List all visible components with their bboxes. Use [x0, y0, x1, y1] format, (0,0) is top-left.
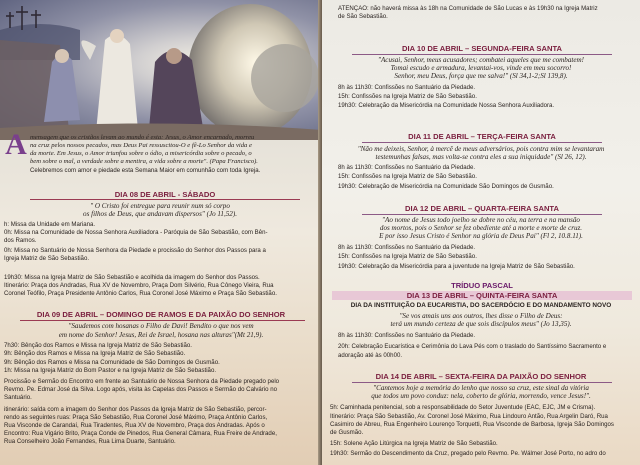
- schedule-line: adoração até às 00h00.: [338, 352, 403, 359]
- schedule-line: dos Ramos.: [4, 237, 37, 244]
- schedule-line: 5h: Caminhada penitencial, sob a responsabilidade do Setor Juventude (EAC, EJC, JM e Crisma).: [330, 404, 596, 411]
- intro-line: da morte. Em Jesus, o Amor triunfou sobre o ódio, a misericórdia sobre o pecado, o: [30, 150, 252, 157]
- day-subheading: DIA DA INSTITUIÇÃO DA EUCARISTIA, DO SACERDÓCIO E DO MANDAMENTO NOVO: [350, 302, 612, 309]
- quote-line: terá um mundo certeza de que sois discípulos meus" (Jo 13,35).: [390, 320, 572, 328]
- quote-line: "Não me deixeis, Senhor, à mercê de meus adversários, pois contra mim se levantaram: [357, 145, 605, 153]
- day-heading-apr-11: DIA 11 DE ABRIL – TERÇA-FEIRA SANTA: [408, 132, 556, 141]
- schedule-line: itinerário: saída com a imagem do Senhor dos Passos da Igreja Matriz de São Sebastião, percor-: [4, 406, 267, 413]
- quote-line: testemunhas falsas, mas volta-se contra eles a sua iniquidade" (Sl 26, 12).: [375, 153, 587, 161]
- schedule-line: 7h30: Bênção dos Ramos e Missa na Igreja Matriz de São Sebastião.: [4, 342, 192, 349]
- day-heading-apr-14: DIA 14 DE ABRIL – SEXTA-FEIRA DA PAIXÃO DO SENHOR: [375, 372, 587, 381]
- schedule-line: 19h30: Sermão do Descendimento da Cruz, pregado pelo Revmo. Pe. Wálmer José Porto, no adro do: [330, 450, 606, 457]
- day-heading-apr-10: DIA 10 DE ABRIL – SEGUNDA-FEIRA SANTA: [401, 44, 563, 53]
- schedule-line: 15h: Confissões na Igreja Matriz de São Sebastião.: [338, 93, 477, 100]
- quote-line: "Acusai, Senhor, meus acusadores; combatei aqueles que me combatem!: [377, 56, 585, 64]
- schedule-line: 15h: Solene Ação Litúrgica na Igreja Matriz de São Sebastião.: [330, 440, 498, 447]
- quote-line: Senhor, meu Deus, força que me salva!" (Sl 34,1-2;Sl 139,8).: [394, 72, 568, 80]
- schedule-line: 19h30: Celebração da Misericórdia para a juventude na Igreja Matriz de São Sebastião.: [338, 263, 575, 270]
- intro-line: bem sobre o mal, a verdade sobre a mentira, a vida sobre a morte". (Papa Francisco).: [30, 158, 258, 165]
- quote-line: "Saudemos com hosanas o Filho de Davi! Bendito o que nos vem: [68, 322, 254, 330]
- day-heading-apr-12: DIA 12 DE ABRIL – QUARTA-FEIRA SANTA: [405, 204, 559, 213]
- schedule-line: h: Missa da Unidade em Mariana.: [4, 221, 96, 228]
- heading-rule: [30, 199, 300, 200]
- schedule-line: 20h: Celebração Eucarística e Cerimônia do Lava Pés com o traslado do Santíssimo Sacramento e: [338, 343, 607, 350]
- quote-line: " O Cristo foi entregue para reunir num só corpo: [90, 202, 230, 210]
- schedule-line: 19h30: Celebração da Misericórdia na Comunidade Nossa Senhora Auxiliadora.: [338, 102, 555, 109]
- schedule-line: 8h às 11h30: Confissões no Santuário da Piedade.: [338, 244, 476, 251]
- schedule-line: 8h às 11h30: Confissões no Santuário da Piedade.: [338, 332, 476, 339]
- quote-line: "Se vos amais uns aos outros, lhes disse o Filho de Deus:: [399, 312, 563, 320]
- drop-cap-letter: A: [5, 128, 27, 161]
- heading-rule: [362, 214, 602, 215]
- intro-line: Celebremos com amor e piedade esta Semana Maior em comunhão com toda Igreja.: [30, 167, 261, 174]
- schedule-line: Coronel Teófilo, Praça Presidente Antônio Carlos, Rua Coronel José Máximo e Praça São Sebastião.: [4, 290, 277, 297]
- intro-line: mensagem que os cristãos levam ao mundo é esta: Jesus, o Amor encarnado, morreu: [30, 134, 255, 141]
- schedule-line: 0h: Missa no Santuário de Nossa Senhora da Piedade e procissão do Senhor dos Passos para a: [4, 247, 266, 254]
- resurrection-illustration: [0, 0, 322, 140]
- schedule-line: Itinerário: Praça São Sebastião, Av. Coronel José Máximo, Rua Lindouro Antão, Rua Argelin Daró, Rua: [330, 413, 608, 420]
- schedule-line: 1h: Missa na Igreja Matriz do Bom Pastor e na Igreja Matriz de São Sebastião.: [4, 367, 217, 374]
- schedule-line: rendo as seguintes ruas: Praça São Sebastião, Rua Coronel José Máximo, Praça Antônio Carlos,: [4, 414, 268, 421]
- schedule-line: Rua Visconde de Carandaí, Rua Tiradentes, Rua XV de Novembro, Praça dos Andradas. Após o: [4, 422, 265, 429]
- quote-line: Tomai escudo e armadura, levantai-vos, vinde em meu socorro!: [390, 64, 572, 72]
- quote-line: em nome do Senhor! Jesus, Rei de Israel, hosana nas alturas"(Mt 21,9).: [58, 331, 264, 339]
- schedule-line: 9h: Bênção dos Ramos e Missa na Comunidade de São Domingos de Gusmão.: [4, 359, 220, 366]
- schedule-line: de Gusmão.: [330, 429, 364, 436]
- schedule-line: Rua Conselheiro João Fernandes, Rua Lima Duarte, Santuário.: [4, 438, 176, 445]
- heading-rule: [20, 320, 305, 321]
- quote-line: "Cantemos hoje a memória do lenho que nosso sa cruz, este sinal da vitória: [373, 384, 589, 392]
- intro-line: na cruz pelos nossos pecados, mas Deus Pai ressuscitou-O e fê-Lo Senhor da vida e: [30, 142, 252, 149]
- quote-line: que todos um povo conduz: nela, coberto de glória, morrendo, vence Jesus!".: [371, 392, 591, 400]
- schedule-line: Itinerário: Praça dos Andradas, Rua XV de Novembro, Praça Dom Silvério, Rua Cônego Vieira, Rua: [4, 282, 274, 289]
- schedule-line: 9h: Bênção dos Ramos e Missa na Igreja Matriz de São Sebastião.: [4, 350, 186, 357]
- day-heading-apr-09: DIA 09 DE ABRIL – DOMINGO DE RAMOS E DA PAIXÃO DO SENHOR: [36, 310, 286, 319]
- schedule-line: Procissão e Sermão do Encontro em frente ao Santuário de Nossa Senhora da Piedade pregado pelo: [4, 378, 280, 385]
- triduo-heading: TRÍDUO PASCAL: [451, 281, 513, 290]
- schedule-line: Igreja Matriz de São Sebastião.: [4, 255, 90, 262]
- quote-line: os filhos de Deus, que andavam dispersos" (Jo 11,52).: [83, 210, 237, 218]
- quote-line: dos mortos, pois o Senhor se fez obediente até a morte e morte de cruz.: [379, 224, 583, 232]
- schedule-line: 15h: Confissões na Igreja Matriz de São Sebastião.: [338, 253, 477, 260]
- schedule-line: Encontro: Rua Vigário Brito, Praça Conde de Pinedos, Rua General Câmara, Rua Freire de Andrade,: [4, 430, 277, 437]
- schedule-line: Casimiro de Abreu, Rua Engenheiro Lourenço Torquetti, Rua Visconde de Barbosa, Igreja São Domingos: [330, 421, 614, 428]
- schedule-line: 8h às 11h30: Confissões no Santuário da Piedade.: [338, 84, 476, 91]
- quote-line: "Ao nome de Jesus todo joelho se dobre no céu, na terra e na mansão: [382, 216, 580, 224]
- schedule-line: 19h30: Celebração de Misericórdia na Comunidade São Domingos de Gusmão.: [338, 183, 554, 190]
- schedule-line: 0h: Missa na Comunidade de Nossa Senhora Auxiliadora - Paróquia de São Sebastião, com Bên-: [4, 229, 268, 236]
- resurrection-scene-drawing: [0, 0, 322, 140]
- schedule-line: 15h: Confissões na Igreja Matriz de São Sebastião.: [338, 173, 477, 180]
- schedule-line: 8h às 11h30: Confissões no Santuário da Piedade.: [338, 164, 476, 171]
- heading-rule: [352, 382, 612, 383]
- right-page: [322, 0, 640, 465]
- quote-line: E por isso Jesus Cristo é Senhor na glória de Deus Pai" (Fl 2, 10.8.11).: [379, 232, 583, 240]
- day-heading-apr-13: DIA 13 DE ABRIL – QUINTA-FEIRA SANTA: [332, 291, 632, 300]
- heading-rule: [352, 54, 612, 55]
- day-heading-apr-08: DIA 08 DE ABRIL - SÁBADO: [114, 190, 216, 199]
- notice-line: ATENÇÃO: não haverá missa às 18h na Comunidade de São Lucas e às 19h30 na Igreja Matriz: [338, 5, 598, 12]
- schedule-line: Revmo. Pe. Edmar José da Silva. Logo após, visita às Capelas dos Passos e Sermão do Calvário no: [4, 386, 278, 393]
- schedule-line: Santuário.: [4, 394, 32, 401]
- notice-line: de São Sebastião.: [338, 13, 388, 20]
- schedule-line: 19h30: Missa na Igreja Matriz de São Sebastião e acolhida da imagem do Senhor dos Passos.: [4, 274, 260, 281]
- heading-rule: [362, 142, 602, 143]
